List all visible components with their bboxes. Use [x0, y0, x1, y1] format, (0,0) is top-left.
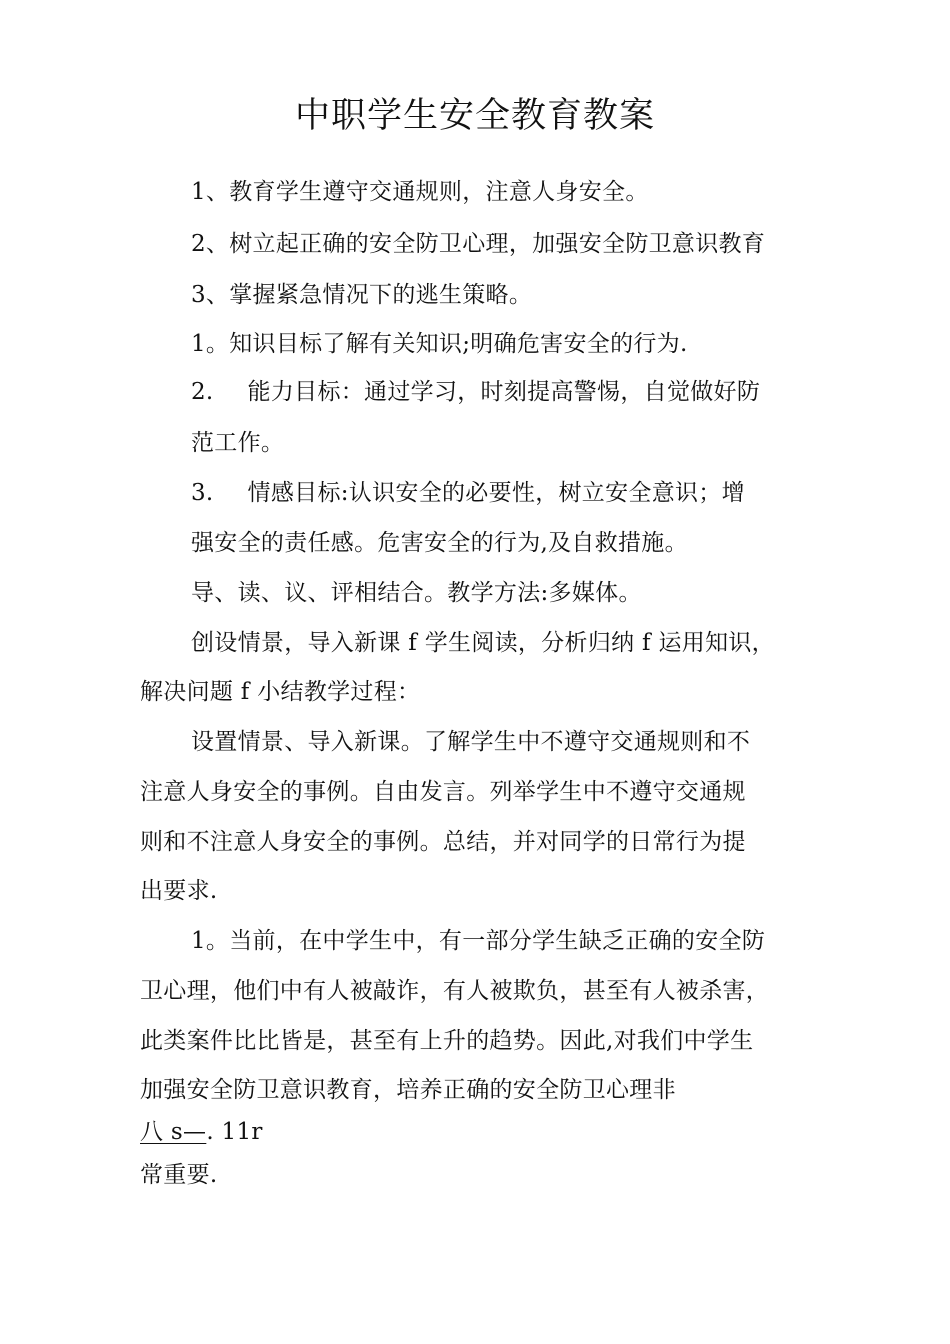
- paragraph-line: 2、树立起正确的安全防卫心理，加强安全防卫意识教育: [191, 231, 766, 257]
- paragraph-line: 解决问题 f 小结教学过程：: [140, 679, 421, 705]
- paragraph-line: 加强安全防卫意识教育，培养正确的安全防卫心理非: [140, 1077, 676, 1103]
- artifact-underlined-text: 八 s—: [140, 1119, 207, 1145]
- paragraph-text: 情感目标:认识安全的必要性，树立安全意识；增: [247, 480, 745, 506]
- paragraph-line: 范工作。: [191, 430, 285, 456]
- paragraph-line: 卫心理，他们中有人被敲诈，有人被欺负，甚至有人被杀害，: [140, 978, 770, 1004]
- paragraph-line: 创设情景，导入新课 f 学生阅读，分析归纳 f 运用知识，: [191, 630, 775, 656]
- numbered-line: [191, 376, 760, 408]
- document-title: 中职学生安全教育教案: [294, 96, 655, 136]
- paragraph-line: 出要求.: [140, 878, 218, 904]
- paragraph-line: 强安全的责任感。危害安全的行为,及自救措施。: [191, 530, 688, 556]
- artifact-text: . 11r: [206, 1119, 263, 1145]
- list-number: 3.: [191, 480, 214, 506]
- paragraph-text: 能力目标：通过学习，时刻提高警惕，自觉做好防: [247, 379, 761, 405]
- paragraph-line: 1、教育学生遵守交通规则，注意人身安全。: [191, 179, 649, 205]
- paragraph-line: 1。当前，在中学生中，有一部分学生缺乏正确的安全防: [191, 928, 766, 954]
- paragraph-line: 常重要.: [140, 1162, 218, 1188]
- paragraph-line: 注意人身安全的事例。自由发言。列举学生中不遵守交通规: [140, 779, 746, 805]
- paragraph-line: 导、读、议、评相结合。教学方法:多媒体。: [191, 580, 642, 606]
- list-number: 2.: [191, 379, 214, 405]
- paragraph-line: 则和不注意人身安全的事例。总结，并对同学的日常行为提: [140, 829, 746, 855]
- paragraph-line: 3、掌握紧急情况下的逃生策略。: [191, 282, 533, 308]
- paragraph-line: 此类案件比比皆是，甚至有上升的趋势。因此,对我们中学生: [140, 1028, 754, 1054]
- paragraph-line: 设置情景、导入新课。了解学生中不遵守交通规则和不: [191, 729, 751, 755]
- paragraph-line: 1。知识目标了解有关知识;明确危害安全的行为.: [191, 331, 688, 357]
- scan-artifact-line: [140, 1116, 263, 1148]
- numbered-line: [191, 477, 745, 509]
